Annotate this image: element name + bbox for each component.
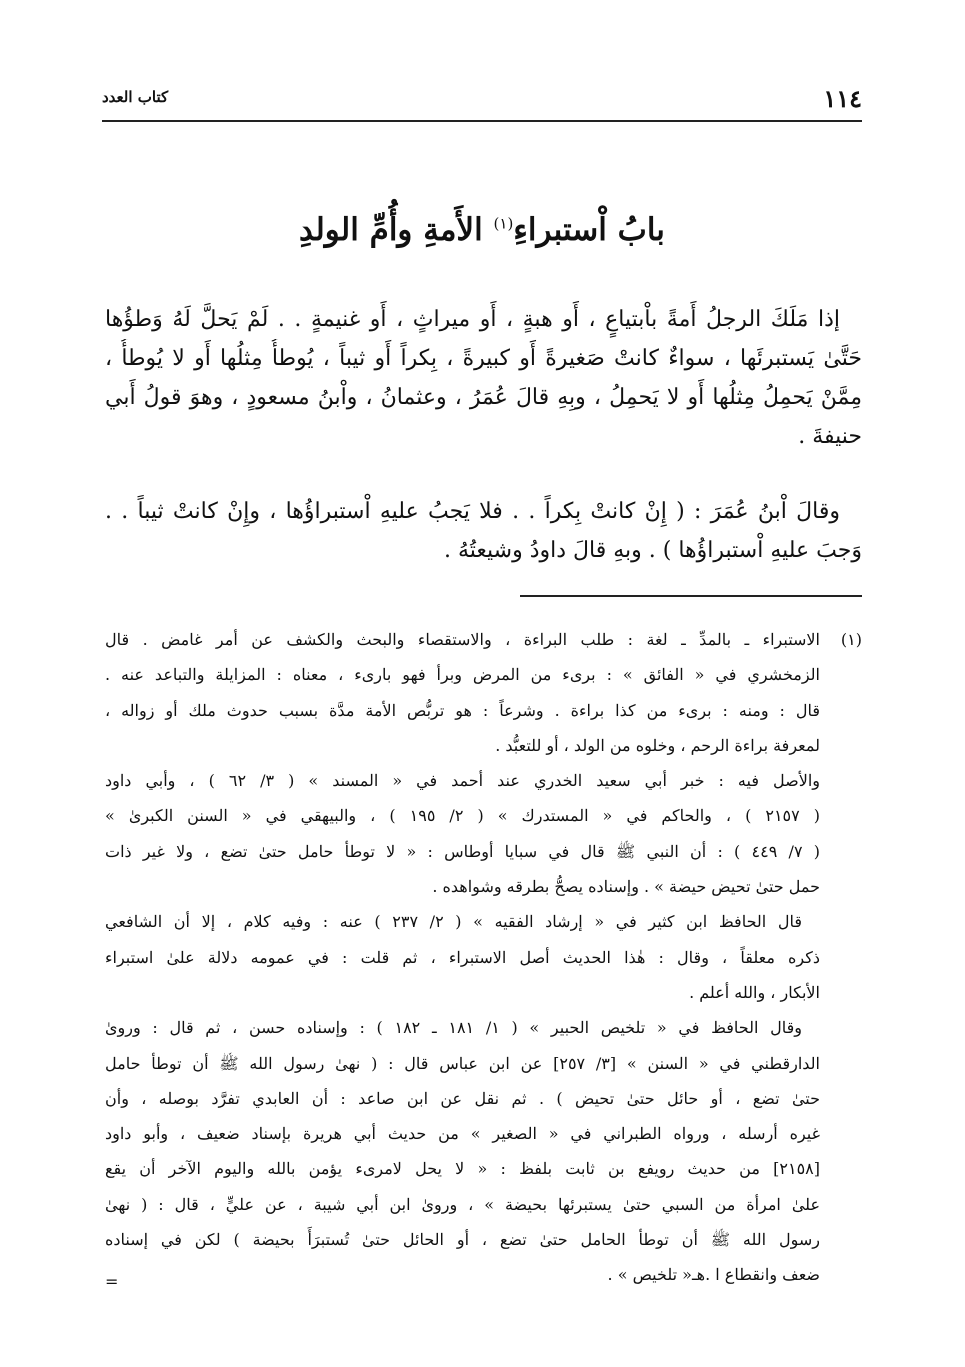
- footnote-line: لمعرفة براءة الرحم ، وخلوه من الولد ، أو للتعبُّد .: [495, 735, 820, 755]
- footnote-line: وقال الحافظ في « تلخيص الحبير » ( ١/ ١٨١ ـ ١٨٢ ) : وإسناده حسن ، ثم قال : وروىٰ: [105, 1018, 803, 1038]
- text-line: إذا مَلَكَ الرجلُ أَمةً باْبتياعٍ ، أَو هبةٍ ، أَو ميراثٍ ، أَو غنيمةٍ . . لَمْ يَحلَّ لَهُ وَطؤُها: [105, 307, 840, 332]
- footnote-line: الزمخشري في « الفائق » : برىء من المرض وبرأ فهو بارىء ، معناه : المزايلة والتباعد عنه .: [105, 665, 820, 685]
- footnote-line: ضعف وانقطاع ا .هـ« تلخيص » .: [607, 1265, 820, 1285]
- page-header: [102, 84, 862, 114]
- page-number: ١١٤: [823, 84, 862, 113]
- footnote: [105, 622, 862, 1293]
- footnote-line: والأصل فيه : خبر أبي سعيد الخدري عند أحمد في « المسند » ( ٣/ ٦٢ ) ، وأبي داود: [105, 771, 820, 791]
- footnote-reference[interactable]: (١): [493, 214, 514, 233]
- footnote-line: قال الحافظ ابن كثير في « إرشاد الفقيه » ( ٢/ ٢٣٧ ) عنه : وفيه كلام ، إلا أن الشافعي: [105, 912, 803, 932]
- footnote-line: حمل حتىٰ تحيض حيضة » . وإسناده يصحُّ بطرقه وشواهده .: [432, 877, 820, 897]
- footnote-line: الأبكار ، والله أعلم .: [689, 982, 820, 1002]
- footnote-line: حتىٰ تضع ، أو حائل حتىٰ تحيض ) . ثم نقل عن ابن صاعد : أن العابدي تفرَّد بوصله ، وأن: [105, 1088, 820, 1108]
- text-line: مِمَّنْ يَحمِلُ مِثلُها أَو لا يَحمِلُ ، وبِهِ قالَ عُمَرُ ، وعثمانُ ، واْبنُ مسعودٍ ، وهوَ قولُ أَبي: [105, 385, 862, 410]
- chapter-title: [102, 212, 862, 248]
- footnote-line: غيره أرسله ، ورواه الطبراني في « الصغير » من حديث أبي هريرة بإسناد ضعيف ، وأبو داود: [105, 1124, 820, 1144]
- footnote-divider: [520, 595, 862, 597]
- main-text: [105, 300, 862, 570]
- footnote-line: ذكره معلقاً ، وقال : هٰذا الحديث أصل الاستبراء ، ثم قلت : في عمومه دلالة علىٰ استبراء: [105, 947, 820, 967]
- header-divider: [102, 120, 862, 122]
- continuation-mark: =: [105, 1271, 119, 1291]
- running-title: كتاب العدد: [102, 88, 169, 106]
- text-line: وقالَ اْبنُ عُمَرَ : ( إِنْ كانتْ بِكراً . . فلا يَجبُ عليهِ اْستبراؤُها ، وإِنْ كانتْ ثيباً . .: [105, 499, 840, 524]
- text-line: حَتَّىٰ يَستبرئَها ، سواءٌ كانتْ صَغيرةً أَو كبيرةً ، بِكراً أَو ثيباً ، يُوطأُ مِثلُها أَو لا يُوطأُ ،: [105, 346, 862, 371]
- title-text-end: الأَمةِ وأُمِّ الولدِ: [299, 212, 494, 248]
- footnote-number: (١): [840, 630, 862, 649]
- text-line: حنيفةَ .: [798, 424, 862, 449]
- footnote-line: رسول الله ﷺ أن توطأ الحامل حتىٰ تضع ، أو الحائل حتىٰ تُستبرَأَ بحيضة ) لكن في إسناده: [105, 1230, 820, 1250]
- text-line: وَجبَ عليهِ اْستبراؤُها ) . وبهِ قالَ داودُ وشيعتُهُ .: [444, 538, 862, 563]
- footnote-line: ( ٢١٥٧ ) ، والحاكم في « المستدرك » ( ٢/ ١٩٥ ) ، والبيهقي في « السنن الكبرىٰ »: [105, 806, 820, 826]
- title-text-start: بابُ اْستبراءِ: [513, 212, 665, 248]
- footnote-line: [٢١٥٨] من حديث رويفع بن ثابت بلفظ : « لا يحل لامرىء يؤمن بالله واليوم الآخر أن يقع: [105, 1159, 820, 1179]
- footnote-line: الاستبراء ـ بالمدِّ ـ لغة : طلب البراءة ، والاستقصاء والبحث والكشف عن أمر غامض . قال: [105, 630, 820, 649]
- footnote-line: الدارقطني في « السنن » [٣/ ٢٥٧] عن ابن عباس قال : ( نهىٰ رسول الله ﷺ أن توطأ حامل: [105, 1053, 820, 1073]
- footnote-line: علىٰ امرأة من السبي حتىٰ يستبرئها بحيضة » ، وروىٰ ابن أبي شيبة ، عن عليٍّ ، قال : ( نهىٰ: [105, 1194, 820, 1214]
- footnote-line: ( ٧/ ٤٤٩ ) : أن النبي ﷺ قال في سبايا أوطاس : « لا توطأ حامل حتىٰ تضع ، ولا غير ذات: [105, 841, 820, 861]
- footnote-line: قال : ومنه : برىء من كذا براءة . وشرعاً : هو تربُّص الأمة مدَّة بسبب حدوث ملك أو زواله ،: [105, 700, 820, 720]
